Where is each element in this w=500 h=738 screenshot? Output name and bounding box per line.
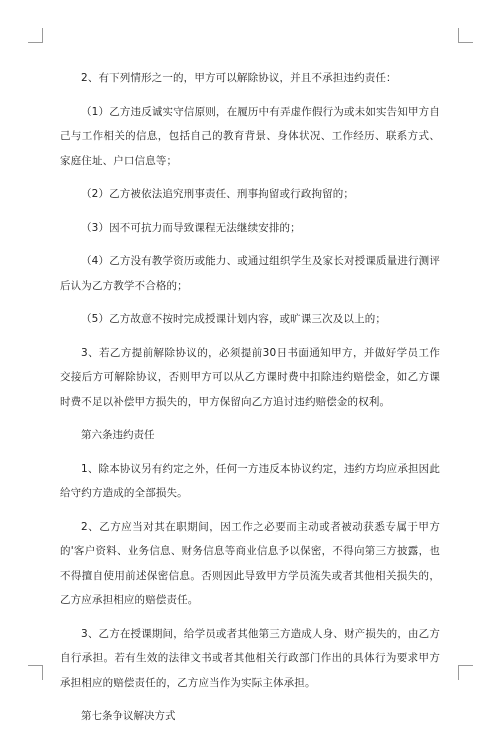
article-6-clause-1: 1、除本协议另有约定之外，任何一方违反本协议约定，违约方均应承担因此给守约方造成的全部损失。 <box>60 462 440 499</box>
section-heading-article-7: 第七条争议解决方式 <box>81 710 176 722</box>
clause-2-item-4: （4）乙方没有教学资历或能力、或通过组织学生及家长对授课质量进行测评后认为乙方教学不合格的； <box>60 255 440 292</box>
clause-2-item-3: （3）因不可抗力而导致课程无法继续安排的； <box>81 221 301 234</box>
crop-mark-top-left <box>28 28 43 43</box>
article-6-clause-2: 2、乙方应当对其在职期间，因工作之必要而主动或者被动获悉专属于甲方的'客户资料、业务信息、财务信息等商业信息予以保密，不得向第三方披露，也不得擅自使用前述保密信息。否则因此导致甲方学员流失或者其他相关损失的，乙方应承担相应的赔偿责任。 <box>60 520 440 606</box>
document-body <box>60 66 440 738</box>
article-6-clause-3: 3、乙方在授课期间，给学员或者其他第三方造成人身、财产损失的，由乙方自行承担。若有生效的法律文书或者其他相关行政部门作出的具体行为要求甲方承担相应的赔偿责任的，乙方应当作为实际主体承担。 <box>60 627 440 689</box>
crop-mark-top-right <box>458 28 473 43</box>
section-heading-article-6: 第六条违约责任 <box>81 429 155 441</box>
clause-3: 3、若乙方提前解除协议的，必须提前30日书面通知甲方，并做好学员工作交接后方可解除协议，否则甲方可以从乙方课时费中扣除违约赔偿金，如乙方课时费不足以补偿甲方损失的，甲方保留向乙方追讨违约赔偿金的权利。 <box>60 346 440 408</box>
crop-mark-bottom-right <box>458 665 473 680</box>
crop-mark-bottom-left <box>28 665 43 680</box>
clause-2-item-1: （1）乙方违反诚实守信原则，在履历中有弄虚作假行为或未如实告知甲方自己与工作相关的信息，包括自己的教育背景、身体状况、工作经历、联系方式、家庭住址、户口信息等； <box>60 105 440 167</box>
clause-2-intro: 2、有下列情形之一的，甲方可以解除协议，并且不承担违约责任： <box>81 72 397 84</box>
clause-2-item-5: （5）乙方故意不按时完成授课计划内容，或旷课三次及以上的； <box>81 313 387 325</box>
clause-2-item-2: （2）乙方被依法追究刑事责任、刑事拘留或行政拘留的； <box>81 188 355 200</box>
